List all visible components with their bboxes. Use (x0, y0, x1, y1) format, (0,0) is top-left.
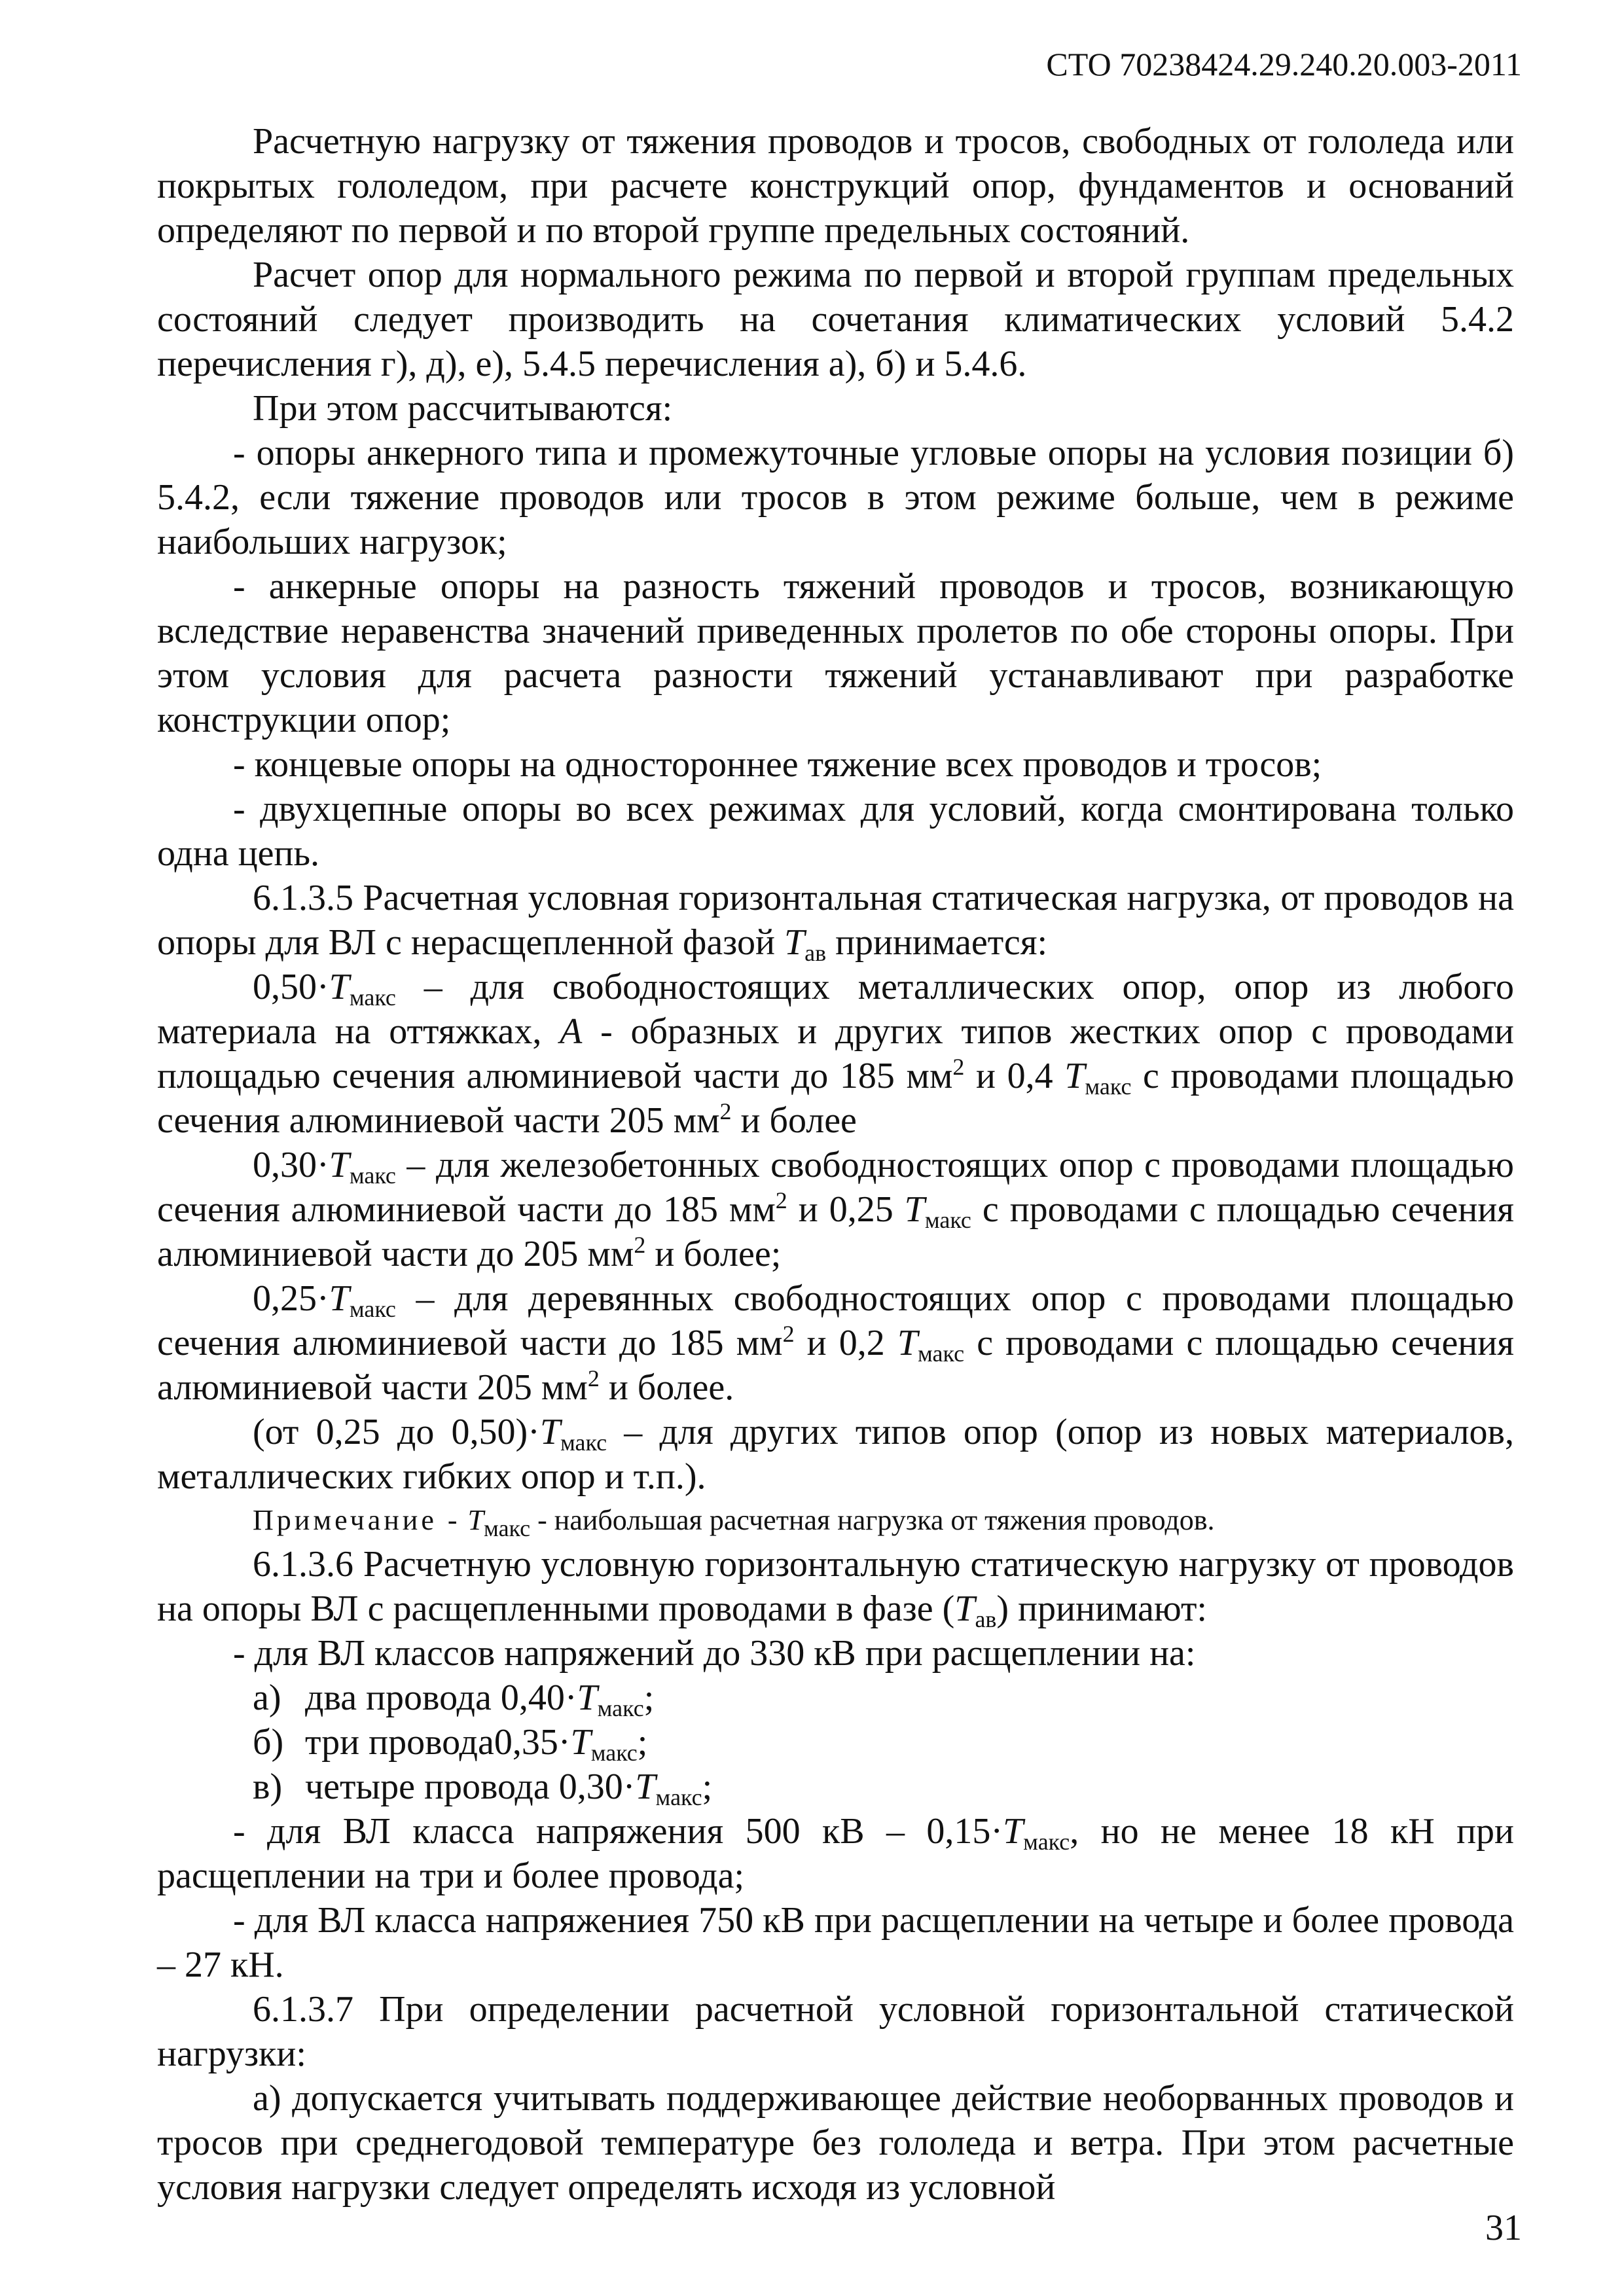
page-number: 31 (1485, 2208, 1522, 2248)
bullet-anchor-tension-difference: - анкерные опоры на разность тяжений проводов и тросов, возникающую вследствие неравенства значений приведенных пролетов по обе стороны опоры. При этом условия для расчета разности тяжений устанавливают при разработке конструкции опор; (157, 566, 1514, 740)
formula-025-wooden-supports: $0,25\cdot T_{макс}$ – для деревянных свободностоящих опор с проводами площадью сечения алюминиевой части до 185 $мм^2$ и 0,2 $T_{макс}$ с проводами с площадью сечения алюминиевой части 205 $мм^2$ и более. (157, 1278, 1515, 1408)
page-body (157, 119, 1514, 2210)
bullet-voltage-500: - для ВЛ класса напряжения 500 кВ – $0,15\cdot T_{макс}$, но не менее 18 кН при расщеплении на три и более провода; (157, 1811, 1515, 1896)
bullet-voltage-330: - для ВЛ классов напряжений до 330 кВ при расщеплении на: (233, 1633, 1196, 1674)
list-item-four-wires: в) четыре провода $0,30\cdot T_{макс}$; (253, 1767, 713, 1810)
bullet-double-circuit: - двухцепные опоры во всех режимах для условий, когда смонтирована только одна цепь. (157, 789, 1514, 874)
document-code-header: СТО 70238424.29.240.20.003-2011 (1046, 46, 1522, 82)
bullet-voltage-750: - для ВЛ класса напряжениея 750 кВ при расщеплении на четыре и более провода – 27 кН. (157, 1900, 1514, 1985)
bullet-anchor-supports: - опоры анкерного типа и промежуточные угловые опоры на условия позиции б) 5.4.2, если тяжение проводов или тросов в этом режиме больше, чем в режиме наибольших нагрузок; (157, 433, 1514, 562)
note-tmax-definition: Примечание - $T_{макс}$ - наибольшая расчетная нагрузка от тяжения проводов. (253, 1504, 1215, 1541)
formula-030-concrete-supports: $0,30\cdot T_{макс}$ – для железобетонных свободностоящих опор с проводами площадью сечения алюминиевой части до 185 $мм^2$ и 0,25 $T_{макс}$ с проводами с площадью сечения алюминиевой части до 205 $мм^2$ и более; (157, 1145, 1515, 1274)
section-6-1-3-7: 6.1.3.7 При определении расчетной условной горизонтальной статической нагрузки: (157, 1989, 1514, 2074)
formula-050-metal-supports: $0,50\cdot T_{макс}$ – для свободностоящих металлических опор, опор из любого материала на оттяжках, А - образных и других типов жестких опор с проводами площадью сечения алюминиевой части до 185 $мм^2$ и 0,4 $T_{макс}$ с проводами площадью сечения алюминиевой части 205 $мм^2$ и более (157, 967, 1515, 1141)
paragraph-calculated-intro: При этом рассчитываются: (253, 388, 673, 429)
section-6-1-3-5: 6.1.3.5 Расчетная условная горизонтальная статическая нагрузка, от проводов на опоры для ВЛ с нерасщепленной фазой $T_{ав}$ принимается: (157, 878, 1514, 966)
formula-range-other-supports: (от 0,25 до $0,50)\cdot T_{макс}$ – для других типов опор (опор из новых материалов, металлических гибких опор и т.п.). (157, 1412, 1514, 1497)
section-6-1-3-7-item-a: а) допускается учитывать поддерживающее действие необорванных проводов и тросов при среднегодовой температуре без гололеда и ветра. При этом расчетные условия нагрузки следует определять исходя из условной (157, 2078, 1514, 2208)
list-item-three-wires: б) три $провода0,35\cdot T_{макс}$; (253, 1722, 648, 1766)
paragraph-load-from-tension: Расчетную нагрузку от тяжения проводов и тросов, свободных от гололеда или покрытых гололедом, при расчете конструкций опор, фундаментов и оснований определяют по первой и по второй группе предельных состояний. (157, 121, 1514, 251)
paragraph-normal-mode-calc: Расчет опор для нормального режима по первой и второй группам предельных состояний следует производить на сочетания климатических условий 5.4.2 перечисления г), д), е), 5.4.5 перечисления а), б) и 5.4.6. (157, 255, 1514, 384)
section-6-1-3-6: 6.1.3.6 Расчетную условную горизонтальную статическую нагрузку от проводов на опоры ВЛ с расщепленными проводами в фазе $(T_{ав})$ принимают: (157, 1544, 1514, 1632)
list-item-two-wires: а) два провода $0,40\cdot T_{макс}$; (253, 1677, 655, 1721)
bullet-end-supports: - концевые опоры на одностороннее тяжение всех проводов и тросов; (233, 744, 1322, 785)
